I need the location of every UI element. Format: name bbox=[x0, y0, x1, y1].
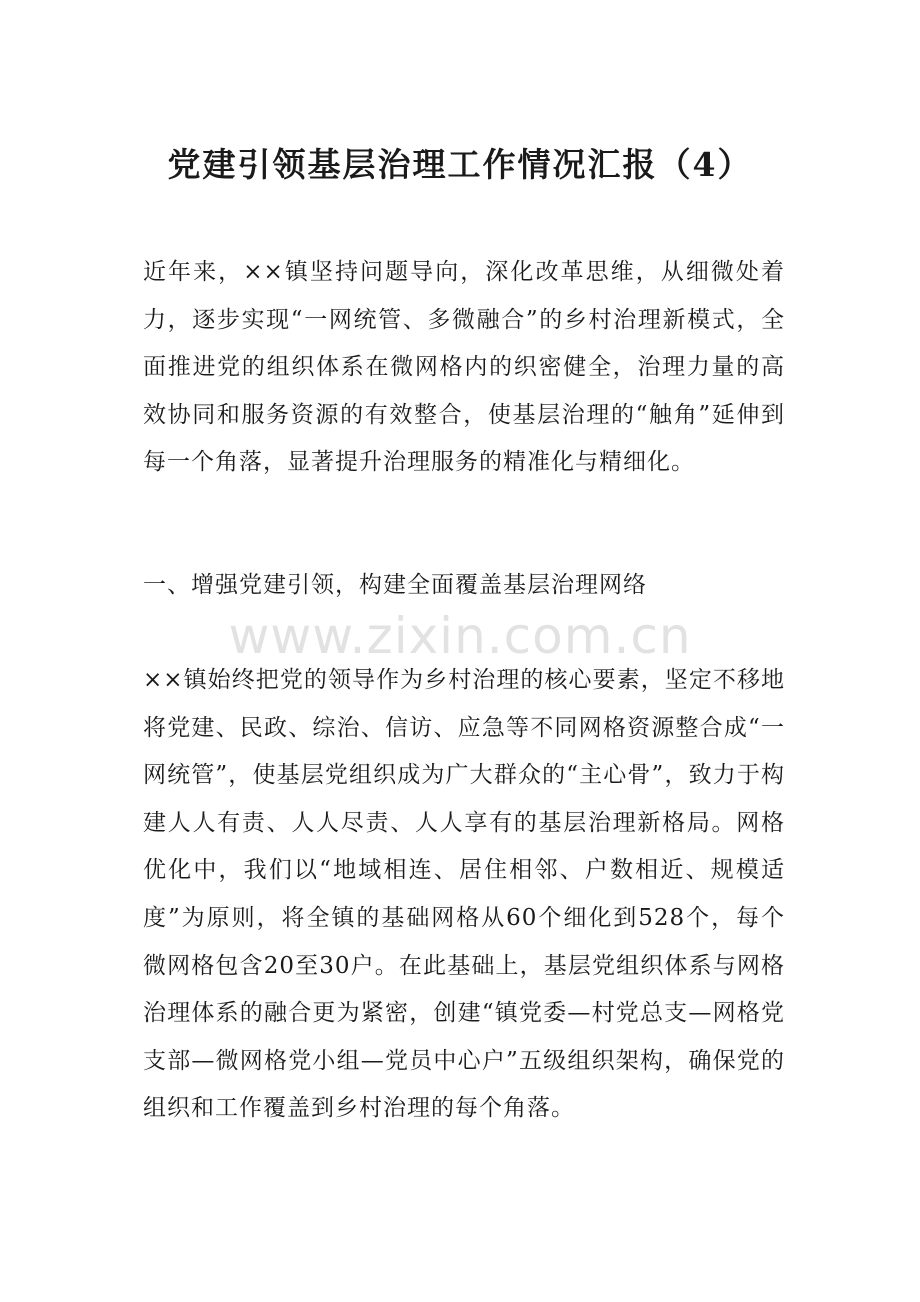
intro-paragraph: 近年来，××镇坚持问题导向，深化改革思维，从细微处着力，逐步实现“一网统管、多微融合”的乡村治理新模式，全面推进党的组织体系在微网格内的织密健全，治理力量的高效协同和服务资源的有效整合，使基层治理的“触角”延伸到每一个角落，显著提升治理服务的精准化与精细化。 bbox=[143, 259, 785, 476]
watermark-text: www.zixin.com.cn bbox=[228, 607, 692, 665]
section-1-heading: 一、增强党建引领，构建全面覆盖基层治理网络 bbox=[143, 572, 647, 598]
document-title: 党建引领基层治理工作情况汇报（4） bbox=[167, 145, 753, 184]
section-1-paragraph: ××镇始终把党的领导作为乡村治理的核心要素，坚定不移地将党建、民政、综治、信访、应急等不同网格资源整合成“一网统管”，使基层党组织成为广大群众的“主心骨”，致力于构建人人有责、人人尽责、人人享有的基层治理新格局。网格优化中，我们以“地域相连、居住相邻、户数相近、规模适度”为原则，将全镇的基础网格从60个细化到528个，每个微网格包含20至30户。在此基础上，基层党组织体系与网格治理体系的融合更为紧密，创建“镇党委—村党总支—网格党支部—微网格党小组—党员中心户”五级组织架构，确保党的组织和工作覆盖到乡村治理的每个角落。 bbox=[143, 667, 785, 1122]
